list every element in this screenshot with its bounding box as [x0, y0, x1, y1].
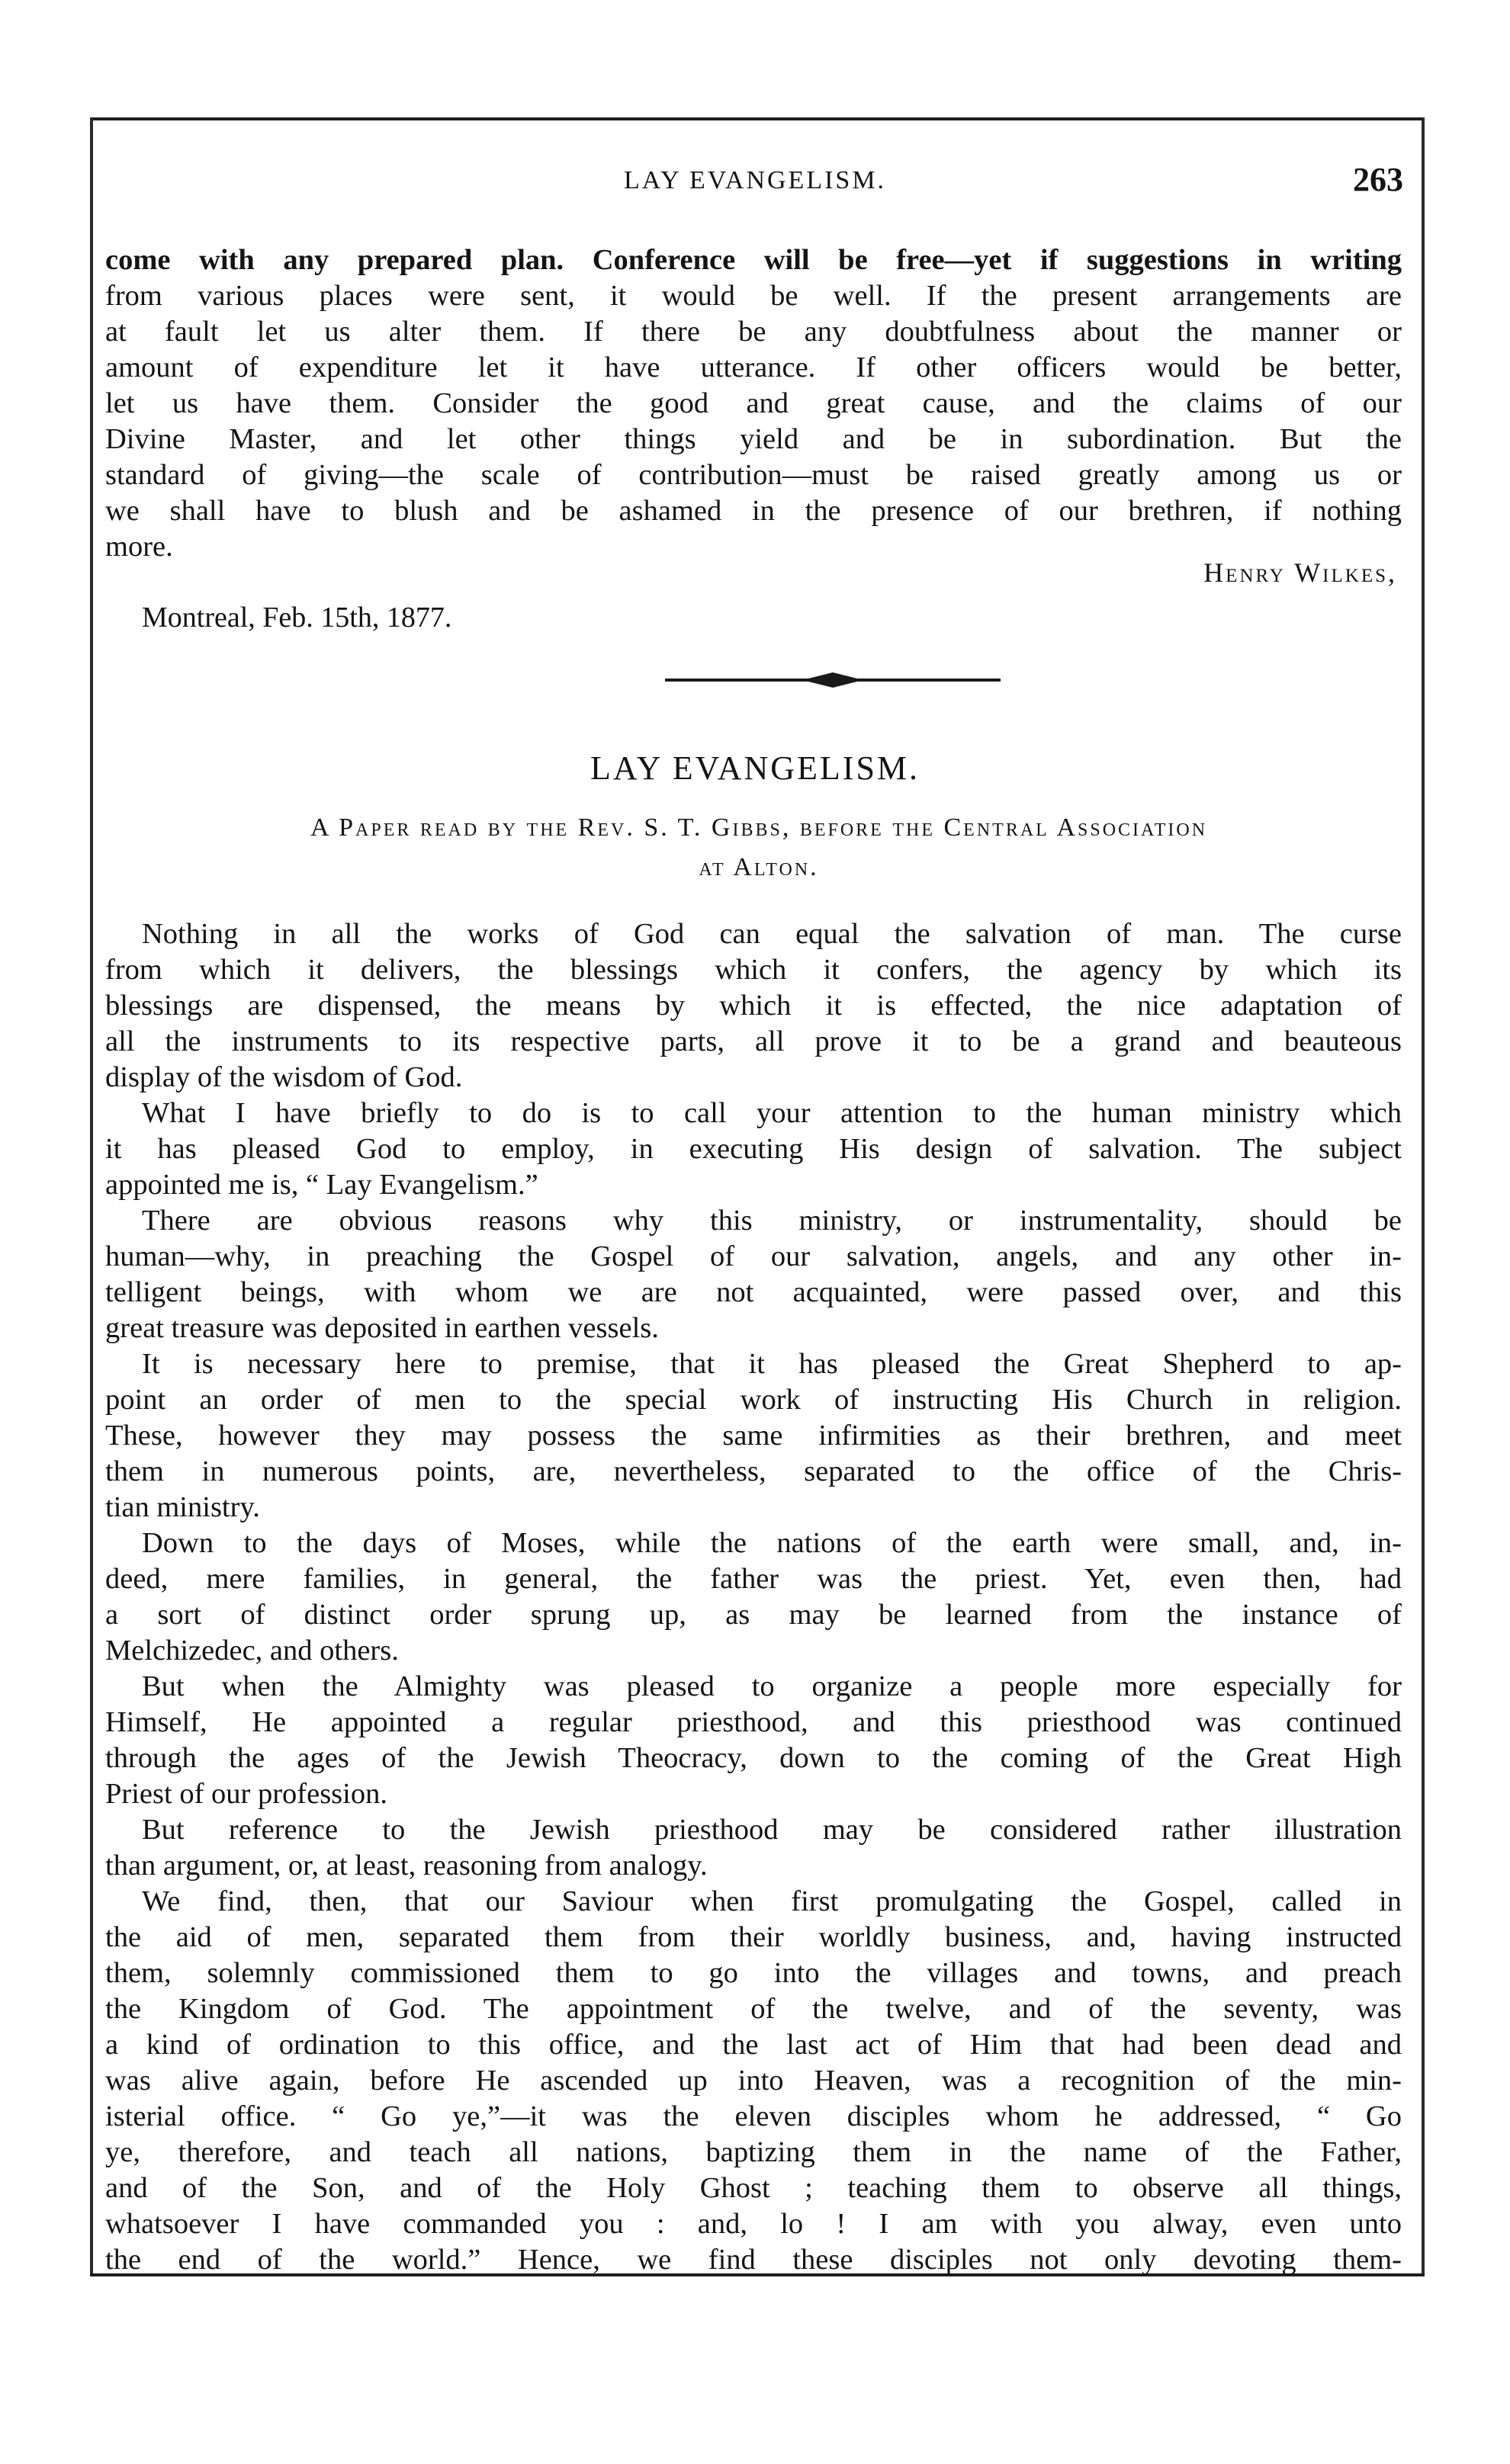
- body-line: them, solemnly commissioned them to go into the villages and towns, and preach: [105, 1957, 1402, 1989]
- intro-line: standard of giving—the scale of contribution—must be raised greatly among us or: [105, 459, 1402, 491]
- running-head: [107, 160, 1403, 206]
- page-frame-right-rule: [1422, 117, 1425, 2276]
- body-line: Nothing in all the works of God can equal the salvation of man. The curse: [142, 918, 1402, 950]
- body-line: telligent beings, with whom we are not acquainted, were passed over, and this: [105, 1276, 1402, 1308]
- article-subtitle: [114, 808, 1403, 887]
- intro-line: amount of expenditure let it have utterance. If other officers would be better,: [105, 351, 1402, 383]
- body-line: great treasure was deposited in earthen vessels.: [105, 1312, 659, 1344]
- body-line: deed, mere families, in general, the father was the priest. Yet, even then, had: [105, 1563, 1402, 1595]
- body-line: appointed me is, “ Lay Evangelism.”: [105, 1169, 538, 1201]
- intro-text-block: [105, 242, 1402, 565]
- article-body: [105, 916, 1402, 2278]
- body-line: tian ministry.: [105, 1491, 260, 1523]
- article-subtitle-line: A Paper read by the Rev. S. T. Gibbs, before the Central Association: [310, 813, 1208, 842]
- article-subtitle-line: at Alton.: [699, 853, 819, 881]
- body-line: point an order of men to the special work of instructing His Church in religion.: [105, 1384, 1402, 1416]
- body-line: These, however they may possess the same infirmities as their brethren, and meet: [105, 1420, 1402, 1452]
- page-number: 263: [1353, 161, 1403, 198]
- body-line: it has pleased God to employ, in executing His design of salvation. The subject: [105, 1133, 1402, 1165]
- body-line: the Kingdom of God. The appointment of the twelve, and of the seventy, was: [105, 1993, 1402, 2025]
- intro-line: Divine Master, and let other things yield and be in subordination. But the: [105, 423, 1402, 455]
- body-line: than argument, or, at least, reasoning from analogy.: [105, 1850, 708, 1882]
- article-title: LAY EVANGELISM.: [590, 749, 920, 787]
- body-line: Down to the days of Moses, while the nations of the earth were small, and, in-: [142, 1527, 1402, 1559]
- intro-line: more.: [105, 531, 173, 563]
- intro-line: at fault let us alter them. If there be any doubtfulness about the manner or: [105, 316, 1402, 348]
- signature-name: Henry Wilkes,: [1203, 557, 1397, 588]
- page-frame-top-rule: [90, 117, 1423, 120]
- body-line: display of the wisdom of God.: [105, 1061, 463, 1093]
- body-line: But when the Almighty was pleased to organize a people more especially for: [142, 1670, 1402, 1702]
- body-line: But reference to the Jewish priesthood may be considered rather illustration: [142, 1814, 1402, 1846]
- body-line: and of the Son, and of the Holy Ghost ; teaching them to observe all things,: [105, 2172, 1402, 2204]
- page-frame-left-rule: [90, 117, 93, 2276]
- intro-line: let us have them. Consider the good and great cause, and the claims of our: [105, 387, 1402, 419]
- body-line: There are obvious reasons why this ministry, or instrumentality, should be: [142, 1205, 1402, 1237]
- body-line: human—why, in preaching the Gospel of our salvation, angels, and any other in-: [105, 1240, 1402, 1272]
- section-divider-ornament: [665, 671, 1001, 689]
- body-line: the aid of men, separated them from their worldly business, and, having instructed: [105, 1921, 1402, 1953]
- body-line: We find, then, that our Saviour when first promulgating the Gospel, called in: [142, 1885, 1402, 1917]
- body-line: It is necessary here to premise, that it has pleased the Great Shepherd to ap-: [142, 1348, 1402, 1380]
- signature-place-date: Montreal, Feb. 15th, 1877.: [142, 602, 452, 634]
- body-line: the end of the world.” Hence, we find these disciples not only devoting them-: [105, 2244, 1402, 2276]
- body-line: Priest of our profession.: [105, 1778, 387, 1810]
- body-line: a sort of distinct order sprung up, as may be learned from the instance of: [105, 1599, 1402, 1631]
- intro-line: we shall have to blush and be ashamed in the presence of our brethren, if nothing: [105, 495, 1402, 527]
- intro-line: come with any prepared plan. Conference will be free—yet if suggestions in writing: [105, 244, 1402, 276]
- running-title: LAY EVANGELISM.: [623, 166, 887, 194]
- body-line: blessings are dispensed, the means by which it is effected, the nice adaptation of: [105, 990, 1402, 1022]
- body-line: them in numerous points, are, nevertheless, separated to the office of the Chris-: [105, 1455, 1402, 1487]
- intro-line: from various places were sent, it would be well. If the present arrangements are: [105, 280, 1402, 312]
- body-line: all the instruments to its respective parts, all prove it to be a grand and beauteous: [105, 1025, 1402, 1057]
- body-line: ye, therefore, and teach all nations, baptizing them in the name of the Father,: [105, 2136, 1402, 2168]
- body-line: from which it delivers, the blessings which it confers, the agency by which its: [105, 954, 1402, 986]
- body-line: through the ages of the Jewish Theocracy, down to the coming of the Great High: [105, 1742, 1402, 1774]
- body-line: Himself, He appointed a regular priesthood, and this priesthood was continued: [105, 1706, 1402, 1738]
- body-line: What I have briefly to do is to call your attention to the human ministry which: [142, 1097, 1402, 1129]
- body-line: was alive again, before He ascended up into Heaven, was a recognition of the min-: [105, 2065, 1402, 2097]
- body-line: Melchizedec, and others.: [105, 1635, 399, 1667]
- body-line: isterial office. “ Go ye,”—it was the eleven disciples whom he addressed, “ Go: [105, 2100, 1402, 2132]
- body-line: a kind of ordination to this office, and the last act of Him that had been dead and: [105, 2029, 1402, 2061]
- body-line: whatsoever I have commanded you : and, lo ! I am with you alway, even unto: [105, 2208, 1402, 2240]
